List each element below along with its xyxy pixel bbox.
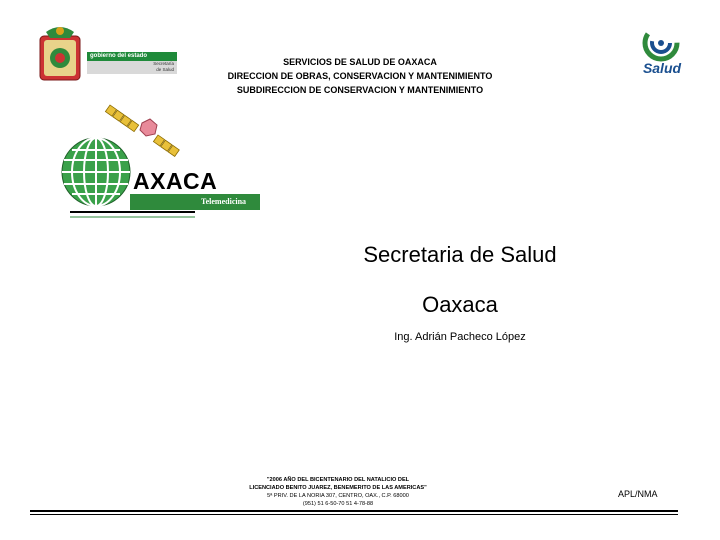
gobierno-logo [34,22,174,82]
footer-rule-thin [30,514,678,515]
header-line-2: DIRECCION DE OBRAS, CONSERVACION Y MANTENIMIENTO [227,71,493,81]
gobierno-subtitle [87,61,177,74]
main-title-line-2: Oaxaca [422,292,498,317]
footer-line-2: LICENCIADO BENITO JUAREZ, BENEMERITO DE LAS AMERICAS" [249,485,427,491]
gobierno-title: gobierno del estado [87,52,177,61]
coat-of-arms-icon [34,22,94,82]
main-title-line-1: Secretaria de Salud [363,242,557,267]
footer-rule-thick [30,510,678,512]
salud-swirl-icon [636,24,686,62]
oaxaca-telemedicina-logo [60,100,265,225]
footer-line-1: "2006 AÑO DEL BICENTENARIO DEL NATALICIO DEL [266,477,410,483]
document-code: APL/NMA [618,489,658,499]
author-name: Ing. Adrián Pacheco López [394,331,526,343]
gobierno-subtitle-2: de Salud [156,67,174,72]
oaxaca-word: AXACA [133,168,218,194]
telemedicina-label: Telemedicina [201,197,247,206]
salud-logo [636,24,686,80]
header-text [200,55,520,97]
footer-line-3: 5ª PRIV. DE LA NORIA 307, CENTRO, OAX., C.P. 68000 [267,493,409,499]
gobierno-banner [87,52,177,74]
footer-line-4: (951) 51 6-50-70 51 4-78-88 [302,501,374,507]
header-line-1: SERVICIOS DE SALUD DE OAXACA [283,57,437,67]
salud-label: Salud [642,60,682,76]
header-line-3: SUBDIRECCION DE CONSERVACION Y MANTENIMIENTO [236,85,484,95]
gobierno-subtitle-1: Secretaría [153,61,174,66]
footer-text [220,476,456,508]
